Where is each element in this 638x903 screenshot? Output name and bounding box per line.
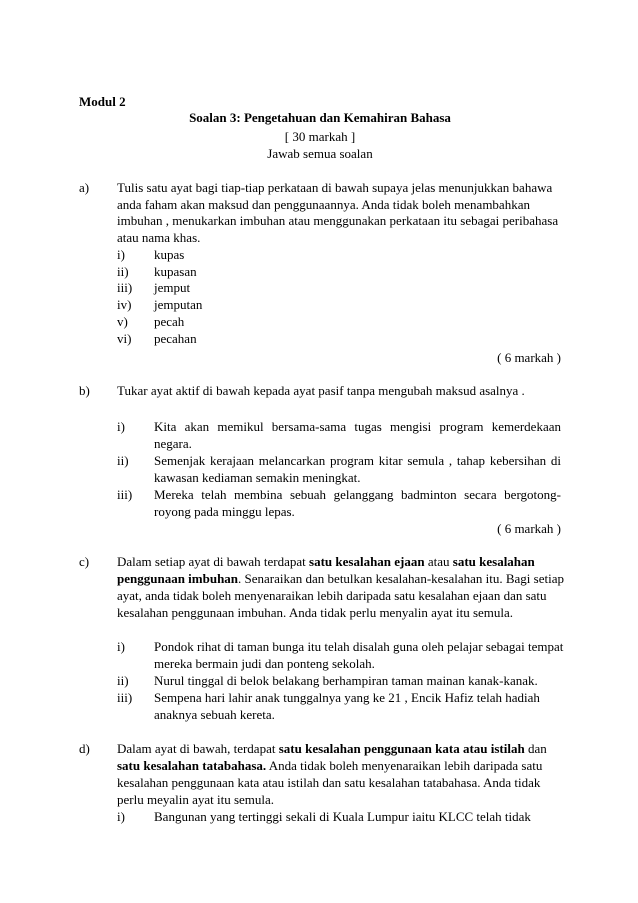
- item-text: pecahan: [154, 331, 197, 346]
- item-text: jemput: [154, 280, 191, 295]
- item-number: ii): [117, 264, 129, 279]
- text-run: Anda tidak boleh menyenaraikan lebih daripada satu: [266, 758, 543, 773]
- item-number: v): [117, 314, 128, 329]
- section-a-label: a): [79, 180, 90, 195]
- item-text: negara.: [154, 436, 192, 451]
- section-a-line: imbuhan , menukarkan imbuhan atau menggunakan perkataan itu sebagai peribahasa: [117, 213, 559, 228]
- section-c-label: c): [79, 554, 90, 569]
- item-text: Semenjak kerajaan melancarkan program kitar semula , tahap kebersihan di: [154, 453, 561, 468]
- item-text: Kita akan memikul bersama-sama tugas mengisi program kemerdekaan: [154, 419, 561, 434]
- section-c-line: kesalahan penggunaan imbuhan. Anda tidak perlu menyalin ayat itu semula.: [117, 605, 514, 620]
- item-text: royong pada minggu lepas.: [154, 504, 295, 519]
- section-a-line: atau nama khas.: [117, 230, 201, 245]
- bold-run: satu kesalahan penggunaan kata atau istilah: [278, 741, 525, 756]
- bold-run: satu kesalahan tatabahasa.: [117, 758, 267, 773]
- item-number: iii): [117, 487, 133, 502]
- bold-run: penggunaan imbuhan: [117, 571, 239, 586]
- item-text: mereka bermain judi dan ponteng sekolah.: [154, 656, 375, 671]
- question-marks: [ 30 markah ]: [284, 129, 356, 144]
- item-number: i): [117, 809, 125, 824]
- section-d-line: [117, 741, 547, 757]
- bold-run: satu kesalahan ejaan: [309, 554, 425, 569]
- section-b-marks: ( 6 markah ): [497, 521, 561, 536]
- item-number: iii): [117, 690, 133, 705]
- question-title: Soalan 3: Pengetahuan dan Kemahiran Bahasa: [189, 110, 451, 125]
- item-text: kupasan: [154, 264, 197, 279]
- item-text: Pondok rihat di taman bunga itu telah disalah guna oleh pelajar sebagai tempat: [154, 639, 564, 654]
- section-a-marks: ( 6 markah ): [497, 350, 561, 365]
- item-text: pecah: [154, 314, 185, 329]
- item-number: ii): [117, 453, 129, 468]
- section-b-label: b): [79, 383, 90, 398]
- text-run: Dalam setiap ayat di bawah terdapat: [117, 554, 310, 569]
- item-number: i): [117, 639, 125, 654]
- bold-run: satu kesalahan: [452, 554, 535, 569]
- section-a-line: Tulis satu ayat bagi tiap-tiap perkataan di bawah supaya jelas menunjukkan bahawa: [117, 180, 553, 195]
- section-d-line: [117, 758, 542, 774]
- section-c-line: ayat, anda tidak boleh menyenaraikan lebih daripada satu kesalahan ejaan dan satu: [117, 588, 547, 603]
- item-text: anaknya sebuah kereta.: [154, 707, 275, 722]
- item-number: vi): [117, 331, 132, 346]
- item-number: iv): [117, 297, 132, 312]
- item-text: Mereka telah membina sebuah gelanggang badminton secara bergotong-: [154, 487, 561, 502]
- text-run: dan: [524, 741, 547, 756]
- item-text: jemputan: [154, 297, 203, 312]
- section-b-line: Tukar ayat aktif di bawah kepada ayat pasif tanpa mengubah maksud asalnya .: [117, 383, 525, 398]
- module-label: Modul 2: [79, 94, 126, 109]
- item-text: kawasan kediaman semakin meningkat.: [154, 470, 361, 485]
- question-instruction: Jawab semua soalan: [267, 146, 373, 161]
- item-text: Nurul tinggal di belok belakang berhampiran taman mainan kanak-kanak.: [154, 673, 538, 688]
- item-text: kupas: [154, 247, 185, 262]
- section-c-line: [117, 554, 535, 570]
- section-d-line: perlu meyalin ayat itu semula.: [117, 792, 275, 807]
- text-run: Dalam ayat di bawah, terdapat: [117, 741, 279, 756]
- item-number: iii): [117, 280, 133, 295]
- item-number: i): [117, 419, 125, 434]
- section-d-label: d): [79, 741, 90, 756]
- section-a-line: anda faham akan maksud dan penggunaannya. Anda tidak boleh menambahkan: [117, 197, 530, 212]
- text-run: . Senaraikan dan betulkan kesalahan-kesalahan itu. Bagi setiap: [238, 571, 564, 586]
- text-run: atau: [424, 554, 453, 569]
- section-d-line: kesalahan penggunaan kata atau istilah dan satu kesalahan tatabahasa. Anda tidak: [117, 775, 541, 790]
- item-number: ii): [117, 673, 129, 688]
- section-c-line: [117, 571, 564, 587]
- item-number: i): [117, 247, 125, 262]
- item-text: Sempena hari lahir anak tunggalnya yang ke 21 , Encik Hafiz telah hadiah: [154, 690, 540, 705]
- item-text: Bangunan yang tertinggi sekali di Kuala Lumpur iaitu KLCC telah tidak: [154, 809, 531, 824]
